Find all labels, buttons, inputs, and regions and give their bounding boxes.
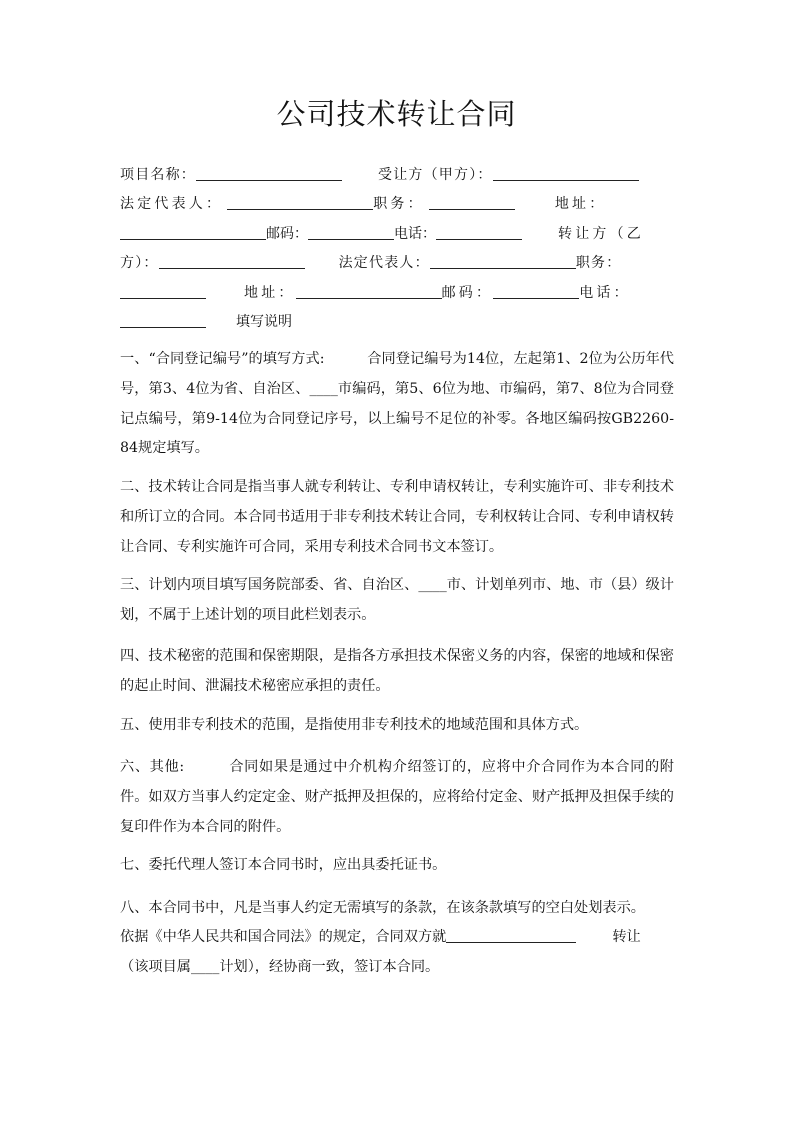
header-line-1: [120, 164, 639, 186]
paragraph-3: 三、计划内项目填写国务院部委、省、自治区、____市、计划单列市、地、市（县）级计划，不属于上述计划的项目此栏划表示。: [120, 577, 674, 623]
phone-blank[interactable]: [436, 225, 522, 240]
postcode-2-blank[interactable]: [493, 284, 579, 299]
transferor-blank[interactable]: [159, 254, 305, 269]
transferee-blank[interactable]: [493, 166, 639, 181]
position-2-blank[interactable]: [120, 284, 206, 299]
paragraph-8-text-start: 依据《中华人民共和国合同法》的规定，合同双方就: [120, 929, 447, 945]
position-label: 职务：: [373, 196, 425, 212]
paragraph-4: 四、技术秘密的范围和保密期限，是指各方承担技术保密义务的内容，保密的地域和保密的起止时间、泄漏技术秘密应承担的责任。: [120, 648, 674, 694]
address-blank[interactable]: [120, 225, 266, 240]
legal-rep-2-blank[interactable]: [430, 254, 576, 269]
phone-2-blank[interactable]: [120, 313, 206, 328]
paragraph-1: 一、“合同登记编号”的填写方式: 合同登记编号为14位，左起第1、2位为公历年代号，第3、4位为省、自治区、____市编码，第5、6位为地、市编码，第7、8位为合同登记点编号，第9-14位为合同登记序号，以上编号不足位的补零。各地区编码按GB2260-84规定填写。: [120, 351, 674, 457]
project-name-label: 项目名称：: [120, 167, 196, 183]
legal-rep-blank[interactable]: [227, 195, 373, 210]
transferee-label: 受让方（甲方）：: [378, 167, 493, 183]
header-line-5: [120, 282, 631, 304]
phone-label: 电话：: [394, 226, 436, 242]
postcode-blank[interactable]: [308, 225, 394, 240]
address-2-label: 地址：: [244, 285, 296, 301]
paragraph-7: 七、委托代理人签订本合同书时，应出具委托证书。: [120, 857, 447, 873]
legal-rep-label: 法定代表人：: [120, 196, 224, 212]
transfer-subject-blank[interactable]: [446, 928, 576, 943]
paragraph-8-line-2: [120, 926, 641, 948]
paragraph-2: 二、技术转让合同是指当事人就专利转让、专利申请权转让，专利实施许可、非专利技术和所订立的合同。本合同书适用于非专利技术转让合同，专利权转让合同、专利申请权转让合同、专利实施许可合同，采用专利技术合同书文本签订。: [120, 479, 674, 555]
project-name-blank[interactable]: [196, 166, 342, 181]
instructions-label: 填写说明: [236, 314, 292, 330]
legal-rep-2-label: 法定代表人：: [338, 255, 430, 271]
paragraph-8-line-3: （该项目属____计划），经协商一致，签订本合同。: [120, 959, 440, 975]
transferor-label-part2: 方）：: [120, 255, 159, 271]
header-line-4: [120, 252, 621, 274]
phone-2-label: 电话：: [579, 285, 631, 301]
header-line-2: [120, 193, 606, 215]
paragraph-6: 六、其他: 合同如果是通过中介机构介绍签订的，应将中介合同作为本合同的附件。如双方当事人约定定金、财产抵押及担保的，应将给付定金、财产抵押及担保手续的复印件作为本合同的附件。: [120, 759, 674, 835]
paragraph-8-line-1: 八、本合同书中，凡是当事人约定无需填写的条款，在该条款填写的空白处划表示。: [120, 900, 645, 916]
postcode-label: 邮码：: [266, 226, 308, 242]
paragraph-8-text-end: 转让: [612, 929, 641, 945]
paragraph-5: 五、使用非专利技术的范围，是指使用非专利技术的地域范围和具体方式。: [120, 717, 589, 733]
header-line-6: [120, 311, 292, 333]
transferor-label-part1: 转让方（乙: [558, 226, 644, 242]
address-label: 地址：: [554, 196, 607, 212]
header-line-3: [120, 223, 644, 245]
document-title: 公司技术转让合同: [276, 97, 517, 131]
position-2-label: 职务：: [575, 255, 622, 271]
postcode-2-label: 邮码：: [441, 285, 494, 301]
address-2-blank[interactable]: [296, 284, 442, 299]
position-blank[interactable]: [429, 195, 515, 210]
